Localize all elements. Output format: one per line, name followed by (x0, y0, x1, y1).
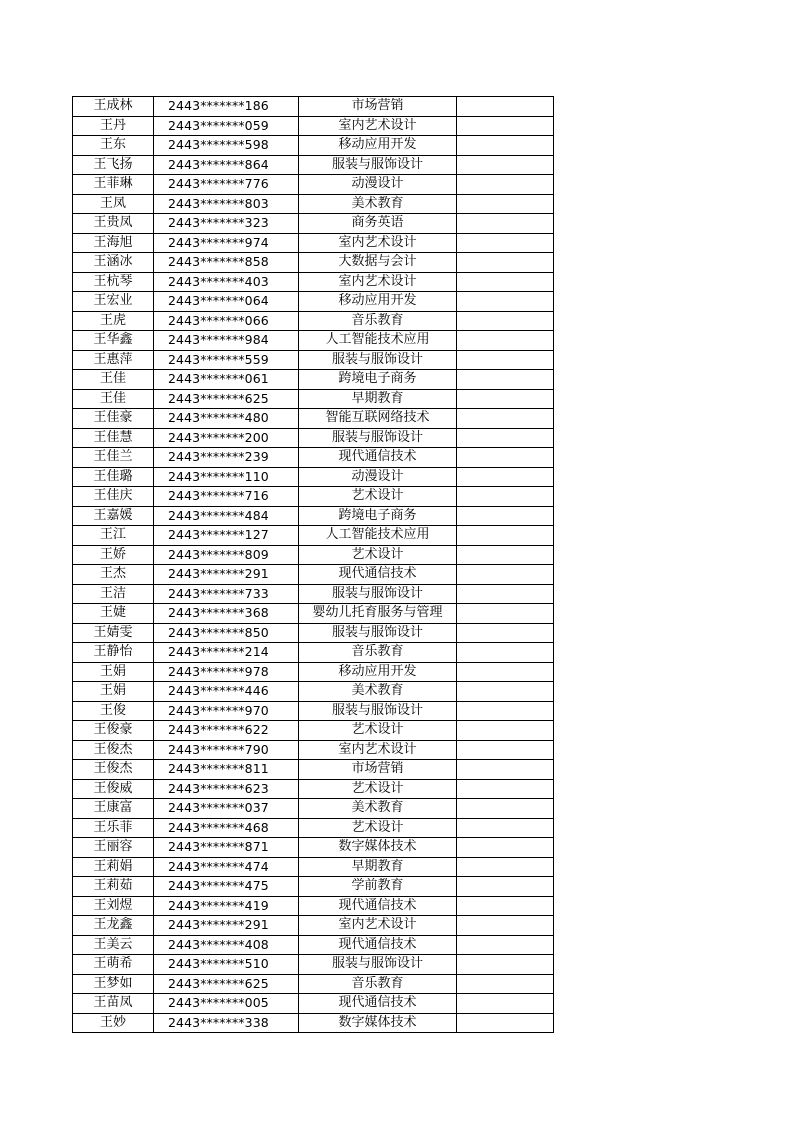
table-row (73, 292, 554, 312)
table-row (73, 506, 554, 526)
table-row (73, 136, 554, 156)
table-row (73, 955, 554, 975)
major-cell: 数字媒体技术 (299, 838, 457, 858)
table-row (73, 838, 554, 858)
student-name-cell: 王虎 (73, 311, 154, 331)
student-name-cell: 王嘉媛 (73, 506, 154, 526)
major-cell: 婴幼儿托育服务与管理 (299, 604, 457, 624)
note-cell (457, 409, 554, 429)
table-row (73, 896, 554, 916)
note-cell (457, 760, 554, 780)
student-name-cell: 王苗凤 (73, 994, 154, 1014)
student-name-cell: 王佳 (73, 370, 154, 390)
table-row (73, 350, 554, 370)
major-cell: 早期教育 (299, 857, 457, 877)
major-cell: 人工智能技术应用 (299, 331, 457, 351)
note-cell (457, 740, 554, 760)
note-cell (457, 253, 554, 273)
student-name-cell: 王佳豪 (73, 409, 154, 429)
student-id-cell: 2443*******005 (154, 994, 299, 1014)
note-cell (457, 974, 554, 994)
note-cell (457, 97, 554, 117)
major-cell: 艺术设计 (299, 545, 457, 565)
major-cell: 人工智能技术应用 (299, 526, 457, 546)
major-cell: 现代通信技术 (299, 448, 457, 468)
major-cell: 音乐教育 (299, 643, 457, 663)
major-cell: 现代通信技术 (299, 994, 457, 1014)
table-row (73, 799, 554, 819)
student-name-cell: 王娟 (73, 682, 154, 702)
table-row (73, 877, 554, 897)
student-id-cell: 2443*******623 (154, 779, 299, 799)
major-cell: 美术教育 (299, 799, 457, 819)
table-row (73, 565, 554, 585)
note-cell (457, 350, 554, 370)
student-id-cell: 2443*******127 (154, 526, 299, 546)
student-id-cell: 2443*******323 (154, 214, 299, 234)
table-row (73, 370, 554, 390)
note-cell (457, 506, 554, 526)
major-cell: 早期教育 (299, 389, 457, 409)
note-cell (457, 545, 554, 565)
table-row (73, 760, 554, 780)
note-cell (457, 272, 554, 292)
note-cell (457, 916, 554, 936)
table-row (73, 389, 554, 409)
table-row (73, 740, 554, 760)
note-cell (457, 155, 554, 175)
table-row (73, 175, 554, 195)
student-id-cell: 2443*******066 (154, 311, 299, 331)
note-cell (457, 448, 554, 468)
major-cell: 室内艺术设计 (299, 116, 457, 136)
table-row (73, 584, 554, 604)
student-name-cell: 王江 (73, 526, 154, 546)
table-row (73, 311, 554, 331)
note-cell (457, 428, 554, 448)
table-row (73, 467, 554, 487)
student-name-cell: 王乐菲 (73, 818, 154, 838)
student-name-cell: 王静怡 (73, 643, 154, 663)
major-cell: 服装与服饰设计 (299, 584, 457, 604)
student-id-cell: 2443*******790 (154, 740, 299, 760)
major-cell: 艺术设计 (299, 487, 457, 507)
student-id-cell: 2443*******803 (154, 194, 299, 214)
student-name-cell: 王佳璐 (73, 467, 154, 487)
student-id-cell: 2443*******064 (154, 292, 299, 312)
student-name-cell: 王美云 (73, 935, 154, 955)
student-id-cell: 2443*******510 (154, 955, 299, 975)
student-id-cell: 2443*******776 (154, 175, 299, 195)
table-row (73, 701, 554, 721)
student-id-cell: 2443*******625 (154, 974, 299, 994)
major-cell: 美术教育 (299, 194, 457, 214)
note-cell (457, 116, 554, 136)
major-cell: 商务英语 (299, 214, 457, 234)
student-id-cell: 2443*******186 (154, 97, 299, 117)
table-row (73, 662, 554, 682)
student-id-cell: 2443*******484 (154, 506, 299, 526)
note-cell (457, 955, 554, 975)
student-name-cell: 王莉茹 (73, 877, 154, 897)
major-cell: 跨境电子商务 (299, 506, 457, 526)
student-name-cell: 王佳慧 (73, 428, 154, 448)
student-id-cell: 2443*******871 (154, 838, 299, 858)
note-cell (457, 604, 554, 624)
major-cell: 服装与服饰设计 (299, 701, 457, 721)
table-row (73, 331, 554, 351)
note-cell (457, 370, 554, 390)
student-name-cell: 王俊杰 (73, 740, 154, 760)
student-id-cell: 2443*******598 (154, 136, 299, 156)
note-cell (457, 487, 554, 507)
student-name-cell: 王萌希 (73, 955, 154, 975)
student-id-cell: 2443*******858 (154, 253, 299, 273)
major-cell: 服装与服饰设计 (299, 955, 457, 975)
major-cell: 服装与服饰设计 (299, 350, 457, 370)
student-id-cell: 2443*******622 (154, 721, 299, 741)
note-cell (457, 389, 554, 409)
student-name-cell: 王佳庆 (73, 487, 154, 507)
student-name-cell: 王龙鑫 (73, 916, 154, 936)
student-name-cell: 王娇 (73, 545, 154, 565)
major-cell: 艺术设计 (299, 721, 457, 741)
student-name-cell: 王妙 (73, 1013, 154, 1033)
student-id-cell: 2443*******239 (154, 448, 299, 468)
major-cell: 市场营销 (299, 760, 457, 780)
student-name-cell: 王华鑫 (73, 331, 154, 351)
student-id-cell: 2443*******480 (154, 409, 299, 429)
major-cell: 现代通信技术 (299, 935, 457, 955)
major-cell: 服装与服饰设计 (299, 155, 457, 175)
student-id-cell: 2443*******978 (154, 662, 299, 682)
table-row (73, 155, 554, 175)
note-cell (457, 467, 554, 487)
major-cell: 现代通信技术 (299, 896, 457, 916)
note-cell (457, 214, 554, 234)
major-cell: 室内艺术设计 (299, 740, 457, 760)
table-row (73, 409, 554, 429)
major-cell: 大数据与会计 (299, 253, 457, 273)
student-id-cell: 2443*******110 (154, 467, 299, 487)
major-cell: 智能互联网络技术 (299, 409, 457, 429)
major-cell: 移动应用开发 (299, 136, 457, 156)
note-cell (457, 565, 554, 585)
table-row (73, 214, 554, 234)
student-id-cell: 2443*******061 (154, 370, 299, 390)
student-name-cell: 王娟 (73, 662, 154, 682)
student-name-cell: 王涵冰 (73, 253, 154, 273)
student-id-cell: 2443*******214 (154, 643, 299, 663)
student-name-cell: 王杭琴 (73, 272, 154, 292)
note-cell (457, 779, 554, 799)
student-name-cell: 王凤 (73, 194, 154, 214)
student-name-cell: 王杰 (73, 565, 154, 585)
major-cell: 室内艺术设计 (299, 233, 457, 253)
major-cell: 艺术设计 (299, 818, 457, 838)
student-name-cell: 王刘煜 (73, 896, 154, 916)
note-cell (457, 136, 554, 156)
table-row (73, 428, 554, 448)
table-row (73, 253, 554, 273)
table-row (73, 857, 554, 877)
note-cell (457, 662, 554, 682)
table-row (73, 623, 554, 643)
student-name-cell: 王飞扬 (73, 155, 154, 175)
table-row (73, 233, 554, 253)
student-name-cell: 王婕 (73, 604, 154, 624)
student-name-cell: 王丹 (73, 116, 154, 136)
major-cell: 移动应用开发 (299, 292, 457, 312)
major-cell: 美术教育 (299, 682, 457, 702)
student-id-cell: 2443*******811 (154, 760, 299, 780)
student-name-cell: 王洁 (73, 584, 154, 604)
table-row (73, 721, 554, 741)
note-cell (457, 1013, 554, 1033)
student-name-cell: 王婧雯 (73, 623, 154, 643)
table-row (73, 1013, 554, 1033)
note-cell (457, 526, 554, 546)
student-name-cell: 王惠萍 (73, 350, 154, 370)
major-cell: 室内艺术设计 (299, 916, 457, 936)
student-name-cell: 王菲琳 (73, 175, 154, 195)
note-cell (457, 292, 554, 312)
major-cell: 动漫设计 (299, 467, 457, 487)
student-id-cell: 2443*******809 (154, 545, 299, 565)
student-id-cell: 2443*******984 (154, 331, 299, 351)
major-cell: 服装与服饰设计 (299, 623, 457, 643)
note-cell (457, 994, 554, 1014)
student-name-cell: 王莉娟 (73, 857, 154, 877)
table-row (73, 526, 554, 546)
major-cell: 现代通信技术 (299, 565, 457, 585)
major-cell: 艺术设计 (299, 779, 457, 799)
table-row (73, 487, 554, 507)
student-id-cell: 2443*******625 (154, 389, 299, 409)
note-cell (457, 935, 554, 955)
major-cell: 学前教育 (299, 877, 457, 897)
table-row (73, 935, 554, 955)
note-cell (457, 233, 554, 253)
student-id-cell: 2443*******419 (154, 896, 299, 916)
student-id-cell: 2443*******368 (154, 604, 299, 624)
table-row (73, 604, 554, 624)
major-cell: 跨境电子商务 (299, 370, 457, 390)
student-name-cell: 王宏业 (73, 292, 154, 312)
student-id-cell: 2443*******970 (154, 701, 299, 721)
table-row (73, 448, 554, 468)
table-row (73, 916, 554, 936)
major-cell: 音乐教育 (299, 311, 457, 331)
table-row (73, 116, 554, 136)
note-cell (457, 194, 554, 214)
student-id-cell: 2443*******338 (154, 1013, 299, 1033)
student-name-cell: 王俊杰 (73, 760, 154, 780)
student-id-cell: 2443*******059 (154, 116, 299, 136)
student-name-cell: 王梦如 (73, 974, 154, 994)
major-cell: 动漫设计 (299, 175, 457, 195)
major-cell: 音乐教育 (299, 974, 457, 994)
student-name-cell: 王东 (73, 136, 154, 156)
note-cell (457, 701, 554, 721)
major-cell: 室内艺术设计 (299, 272, 457, 292)
student-id-cell: 2443*******559 (154, 350, 299, 370)
major-cell: 数字媒体技术 (299, 1013, 457, 1033)
note-cell (457, 877, 554, 897)
student-name-cell: 王康富 (73, 799, 154, 819)
note-cell (457, 311, 554, 331)
note-cell (457, 896, 554, 916)
roster-table (72, 96, 554, 1033)
note-cell (457, 682, 554, 702)
student-id-cell: 2443*******468 (154, 818, 299, 838)
table-row (73, 194, 554, 214)
table-row (73, 779, 554, 799)
student-name-cell: 王海旭 (73, 233, 154, 253)
student-name-cell: 王贵凤 (73, 214, 154, 234)
roster-body (73, 97, 554, 1033)
student-id-cell: 2443*******403 (154, 272, 299, 292)
student-id-cell: 2443*******733 (154, 584, 299, 604)
major-cell: 移动应用开发 (299, 662, 457, 682)
table-row (73, 272, 554, 292)
student-id-cell: 2443*******291 (154, 565, 299, 585)
student-id-cell: 2443*******291 (154, 916, 299, 936)
student-id-cell: 2443*******850 (154, 623, 299, 643)
major-cell: 服装与服饰设计 (299, 428, 457, 448)
student-id-cell: 2443*******037 (154, 799, 299, 819)
student-id-cell: 2443*******446 (154, 682, 299, 702)
note-cell (457, 721, 554, 741)
table-row (73, 974, 554, 994)
note-cell (457, 643, 554, 663)
note-cell (457, 584, 554, 604)
note-cell (457, 175, 554, 195)
note-cell (457, 838, 554, 858)
table-row (73, 545, 554, 565)
note-cell (457, 818, 554, 838)
table-row (73, 818, 554, 838)
student-name-cell: 王俊 (73, 701, 154, 721)
student-name-cell: 王成林 (73, 97, 154, 117)
student-id-cell: 2443*******408 (154, 935, 299, 955)
student-name-cell: 王俊豪 (73, 721, 154, 741)
student-id-cell: 2443*******716 (154, 487, 299, 507)
note-cell (457, 799, 554, 819)
major-cell: 市场营销 (299, 97, 457, 117)
student-id-cell: 2443*******974 (154, 233, 299, 253)
student-id-cell: 2443*******864 (154, 155, 299, 175)
student-id-cell: 2443*******200 (154, 428, 299, 448)
note-cell (457, 331, 554, 351)
table-row (73, 97, 554, 117)
student-name-cell: 王佳 (73, 389, 154, 409)
note-cell (457, 857, 554, 877)
table-row (73, 994, 554, 1014)
student-name-cell: 王丽容 (73, 838, 154, 858)
student-id-cell: 2443*******474 (154, 857, 299, 877)
student-name-cell: 王佳兰 (73, 448, 154, 468)
table-row (73, 643, 554, 663)
table-row (73, 682, 554, 702)
student-id-cell: 2443*******475 (154, 877, 299, 897)
student-name-cell: 王俊威 (73, 779, 154, 799)
note-cell (457, 623, 554, 643)
